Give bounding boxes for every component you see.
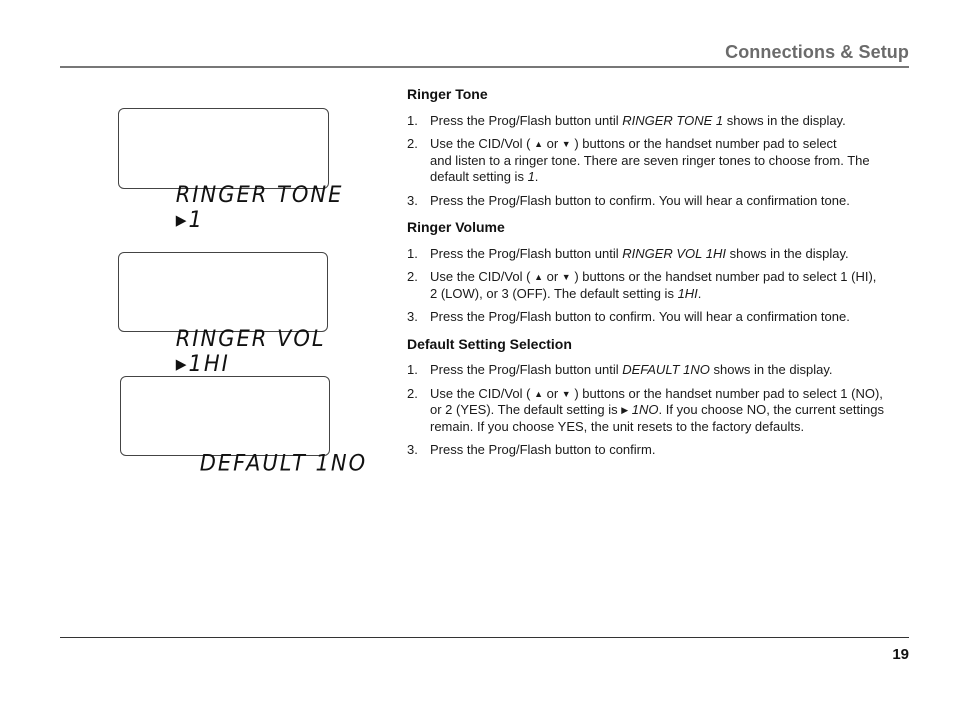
down-triangle-icon: ▼	[561, 139, 571, 149]
lcd-value: 1	[188, 207, 204, 233]
step-text: Use the CID/Vol (	[430, 136, 531, 151]
step-item	[407, 246, 912, 263]
step-number: 3.	[407, 309, 418, 324]
instructions	[407, 86, 912, 469]
step-text: or	[546, 269, 559, 284]
step-text: or	[546, 385, 559, 401]
step-number: 2.	[407, 136, 418, 151]
step-text: Press the Prog/Flash button to confirm. You will hear a confirmation tone.	[430, 309, 850, 324]
lcd-label: RINGER VOL	[175, 325, 326, 351]
steps-ringer-tone	[407, 113, 912, 210]
step-text: and listen to a ringer tone. There are seven ringer tones to choose from. The	[430, 152, 870, 168]
step-text: Use the CID/Vol (	[430, 385, 531, 401]
lcd-label: RINGER TONE	[175, 181, 344, 207]
step-item	[407, 136, 912, 186]
lcd-display-default	[120, 376, 368, 476]
section-title: Connections & Setup	[725, 42, 909, 62]
heading-default-setting: Default Setting Selection	[407, 335, 572, 352]
step-text: shows in the display.	[709, 362, 833, 377]
step-text: Press the Prog/Flash button to confirm. You will hear a confirmation tone.	[430, 192, 850, 208]
lcd-display-ringer-tone	[118, 108, 344, 233]
step-text: ) buttons or the handset number pad to select 1 (HI),	[574, 269, 877, 284]
heading-ringer-tone: Ringer Tone	[407, 86, 488, 102]
step-emphasis: 1HI	[677, 285, 698, 301]
footer-divider	[60, 637, 909, 638]
right-triangle-icon: ▶	[175, 356, 187, 374]
step-text: or 2 (YES). The default setting is	[430, 402, 622, 417]
step-text: remain. If you choose YES, the unit resets to the factory defaults.	[430, 418, 805, 434]
step-emphasis: DEFAULT 1NO	[622, 362, 710, 377]
lcd-text	[141, 157, 343, 258]
step-emphasis: 1NO	[631, 402, 659, 417]
right-triangle-icon: ▶	[621, 405, 629, 415]
step-text: default setting is	[430, 169, 528, 184]
step-emphasis: RINGER TONE 1	[622, 112, 724, 128]
step-text: Press the Prog/Flash button until	[430, 362, 623, 377]
step-text: . If you choose NO, the current settings	[658, 402, 884, 417]
steps-default-setting	[407, 362, 912, 459]
up-triangle-icon: ▲	[534, 139, 543, 149]
step-number: 1.	[407, 112, 418, 128]
step-text: Press the Prog/Flash button until	[430, 245, 623, 261]
lcd-label: DEFAULT 1NO	[199, 450, 368, 476]
step-item	[407, 113, 912, 130]
step-emphasis: RINGER VOL 1HI	[622, 245, 727, 261]
right-triangle-icon: ▶	[175, 212, 187, 230]
step-item	[407, 442, 912, 459]
down-triangle-icon: ▼	[561, 388, 571, 399]
step-text: shows in the display.	[726, 245, 849, 261]
page-number: 19	[892, 646, 909, 663]
up-triangle-icon: ▲	[534, 272, 543, 282]
step-number: 1.	[407, 362, 418, 377]
step-text: Use the CID/Vol (	[430, 269, 531, 284]
step-item	[407, 193, 912, 210]
step-number: 3.	[407, 192, 418, 208]
step-text: .	[534, 169, 539, 184]
lcd-text	[165, 425, 367, 501]
step-item	[407, 309, 912, 326]
steps-ringer-volume	[407, 246, 912, 326]
step-text: Press the Prog/Flash button until	[430, 112, 623, 128]
heading-ringer-volume: Ringer Volume	[407, 219, 505, 235]
step-text: shows in the display.	[723, 112, 846, 128]
step-item	[407, 362, 912, 379]
up-triangle-icon: ▲	[534, 388, 543, 399]
step-text: or	[546, 136, 559, 151]
step-item	[407, 386, 912, 436]
lcd-value: 1HI	[188, 351, 230, 377]
step-text: 2 (LOW), or 3 (OFF). The default setting is	[430, 285, 678, 301]
header-divider	[60, 66, 909, 68]
step-text: ) buttons or the handset number pad to select	[574, 136, 837, 151]
step-number: 3.	[407, 442, 418, 457]
step-text: Press the Prog/Flash button to confirm.	[430, 442, 656, 457]
step-text: ) buttons or the handset number pad to select 1 (NO),	[574, 385, 883, 401]
step-number: 2.	[407, 385, 418, 401]
step-item	[407, 269, 912, 302]
step-text: .	[697, 285, 702, 301]
lcd-display-ringer-volume	[118, 252, 328, 377]
down-triangle-icon: ▼	[561, 272, 571, 282]
step-number: 2.	[407, 269, 418, 284]
step-number: 1.	[407, 245, 418, 261]
step-emphasis: 1	[527, 169, 535, 184]
